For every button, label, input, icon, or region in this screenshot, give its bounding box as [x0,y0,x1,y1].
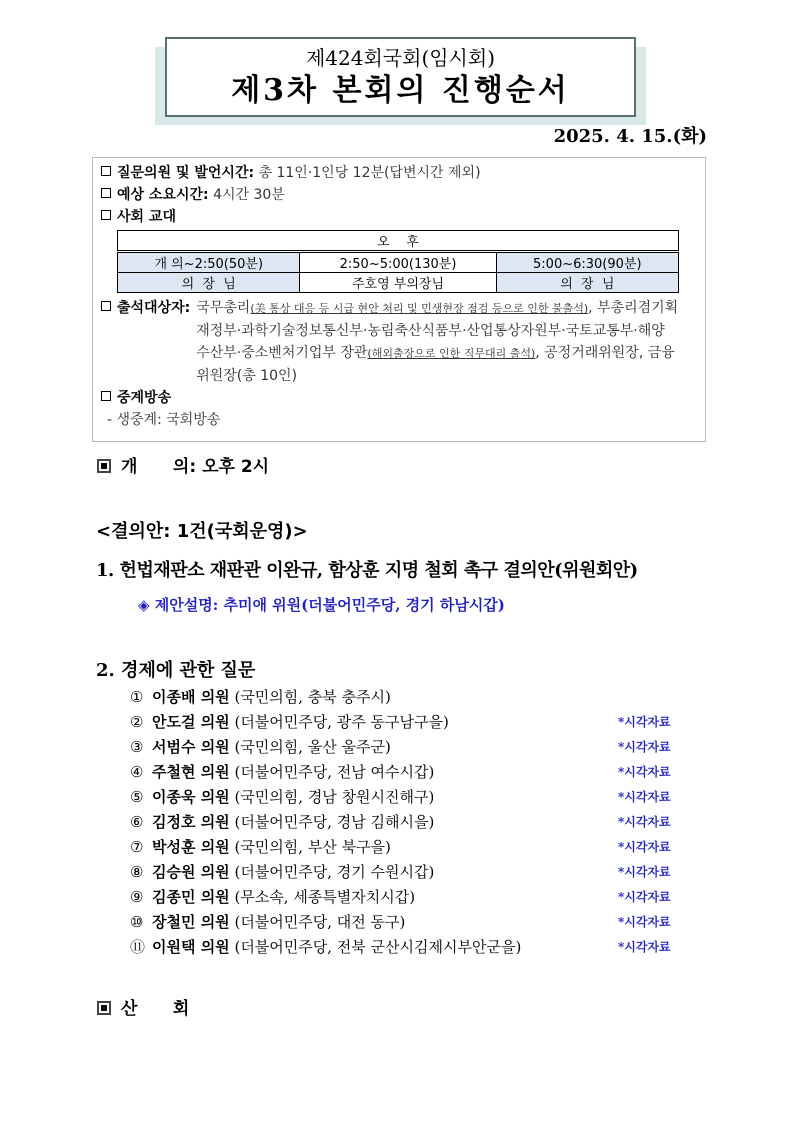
list-item: ⑥ 김정호 의원 (더불어민주당, 경남 김해시을) *시각자료 [130,810,700,835]
visual-material-note: *시각자료 [618,715,671,729]
visual-material-note: *시각자료 [618,890,671,904]
visual-material-note: *시각자료 [618,765,671,779]
list-item: ⑩ 장철민 의원 (더불어민주당, 대전 동구) *시각자료 [130,910,700,935]
schedule-header: 오 후 [118,231,679,252]
list-item: ② 안도걸 의원 (더불어민주당, 광주 동구남구을) *시각자료 [130,710,700,735]
attendees-block: 출석대상자: 국무총리(美 통상 대응 등 시급 현안 처리 및 민생현장 점검 등으로 인한 불출석), 부총리겸기획 재정부·과학기술정보통신부·농림축산식품부·산업통상자원부·국토교통부·해양 수산부·중소벤처기업부 장관(해외출장으로 인한 직무대리 출석), 공정거래위원장, 금융 위원장(총 10인) [101,297,697,387]
duration-line: 예상 소요시간: 4시간 30분 [101,184,697,206]
resolution-heading: <결의안: 1건(국회운영)> [96,521,308,542]
schedule-time-cell: 5:00~6:30(90분) [496,252,678,273]
list-item: ⑪ 이원택 의원 (더불어민주당, 전북 군산시김제시부안군을) *시각자료 [130,935,700,960]
schedule-chair-cell: 의 장 님 [118,273,300,293]
opening-heading: 개 의: 오후 2시 [97,452,269,477]
chair-line: 사회 교대 [101,206,697,228]
square-bullet-icon [101,301,111,311]
visual-material-note: *시각자료 [618,790,671,804]
list-item: ⑨ 김종민 의원 (무소속, 세종특별자치시갑) *시각자료 [130,885,700,910]
broadcast-detail: - 생중계: 국회방송 [107,412,221,428]
square-bullet-icon [101,166,111,176]
list-item: ⑦ 박성훈 의원 (국민의힘, 부산 북구을) *시각자료 [130,835,700,860]
visual-material-note: *시각자료 [618,815,671,829]
schedule-chair-cell: 주호영 부의장님 [300,273,496,293]
square-bullet-icon [101,210,111,220]
visual-material-note: *시각자료 [618,940,671,954]
proposal-explanation: ◈ 제안설명: 추미애 위원(더불어민주당, 경기 하남시갑) [138,596,505,614]
title-box [165,37,636,117]
list-item: ⑤ 이종욱 의원 (국민의힘, 경남 창원시진해구) *시각자료 [130,785,700,810]
visual-material-note: *시각자료 [618,740,671,754]
filled-square-icon [97,1001,111,1015]
schedule-time-cell: 2:50~5:00(130분) [300,252,496,273]
agenda-item-2: 2. 경제에 관한 질문 [96,660,256,681]
list-item: ⑧ 김승원 의원 (더불어민주당, 경기 수원시갑) *시각자료 [130,860,700,885]
acting-note: (해외출장으로 인한 직무대리 출석) [367,347,536,360]
filled-square-icon [97,459,111,473]
closing-heading: 산 회 [97,994,189,1019]
absence-note: (美 통상 대응 등 시급 현안 처리 및 민생현장 점검 등으로 인한 불출석) [250,302,589,315]
visual-material-note: *시각자료 [618,840,671,854]
list-item: ③ 서범수 의원 (국민의힘, 울산 울주군) *시각자료 [130,735,700,760]
broadcast-line: 중계방송 [101,387,697,409]
visual-material-note: *시각자료 [618,915,671,929]
page-title: 제3차 본회의 진행순서 [231,73,570,108]
list-item: ④ 주철현 의원 (더불어민주당, 전남 여수시갑) *시각자료 [130,760,700,785]
session-subtitle: 제424회국회(임시회) [305,46,496,70]
list-item: ① 이종배 의원 (국민의힘, 충북 충주시) [130,688,391,706]
square-bullet-icon [101,188,111,198]
schedule-chair-cell: 의 장 님 [496,273,678,293]
square-bullet-icon [101,391,111,401]
chair-schedule-table [117,230,679,293]
speakers-line: 질문의원 및 발언시간: 총 11인·1인당 12분(답변시간 제외) [101,162,697,184]
schedule-time-cell: 개 의~2:50(50분) [118,252,300,273]
meeting-date: 2025. 4. 15.(화) [553,126,707,147]
questioner-list [130,685,700,960]
info-box [92,157,706,442]
visual-material-note: *시각자료 [618,865,671,879]
agenda-item-1: 1. 헌법재판소 재판관 이완규, 함상훈 지명 철회 촉구 결의안(위원회안) [96,560,638,581]
